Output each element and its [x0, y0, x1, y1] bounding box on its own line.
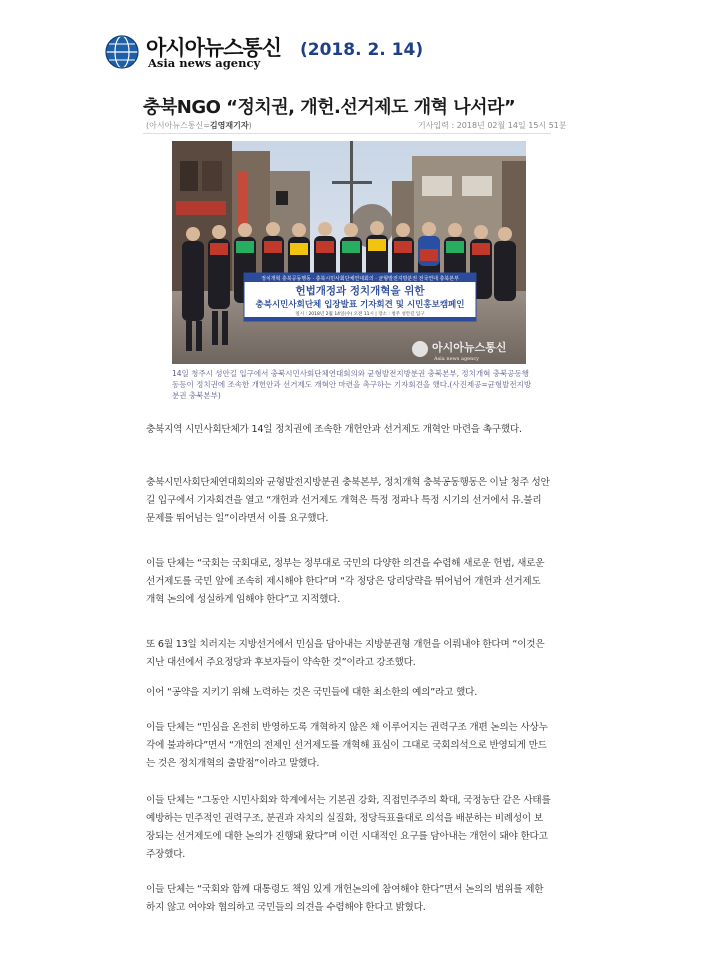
publication-date: (2018. 2. 14)	[300, 40, 424, 60]
banner-line-1: 헌법개정과 정치개혁을 위한	[295, 285, 425, 297]
watermark-english: Asia news agency	[434, 356, 479, 362]
byline-close: )	[248, 121, 252, 130]
article-headline: 충북NGO “정치권, 개헌.선거제도 개혁 나서라”	[143, 97, 516, 118]
article-photo	[172, 141, 526, 364]
paragraph: 충북시민사회단체연대회의와 균형발전지방분권 충북본부, 정치개혁 충북공동행동은 이날 청주 성안길 입구에서 기자회견을 열고 “개헌과 선거제도 개혁은 특정 정파나 특정 시기의 선거에서 유.불리 문제를 뛰어넘는 일”이라면서 이를 요구했다.	[146, 477, 550, 524]
banner-line-2: 충북시민사회단체 입장발표 기자회견 및 시민홍보캠페인	[255, 300, 465, 310]
banner-small-text: 일시 : 2018년 2월 14일(수) 오전 11시 | 장소 : 청주 성안길 입구	[295, 312, 425, 317]
paragraph: 이들 단체는 “국회와 함께 대통령도 책임 있게 개헌논의에 참여해야 한다”면서 논의의 범위를 제한하지 않고 여야와 협의하고 국민들의 의견을 수렴해야 한다고 밝혔다.	[146, 884, 544, 913]
masthead	[104, 30, 424, 78]
photo-caption: 14일 청주시 성안길 입구에서 충북시민사회단체연대회의와 균형발전지방분권 충북본부, 정치개혁 충북공동행동등이 정치권에 조속한 개헌안과 선거제도 개혁안 마련을 촉구하는 기자회견을 했다.(사진제공=균형발전지방분권 충북본부)	[172, 369, 532, 400]
paragraph: 이들 단체는 “민심을 온전히 반영하도록 개혁하지 않은 채 이루어지는 권력구조 개편 논의는 사상누각에 불과하다”면서 “개헌의 전제인 선거제도를 개혁해 표심이 그대로 국회의석으로 반영되게 만드는 것은 정치개혁의 출발점”이라고 말했다.	[146, 722, 548, 769]
watermark-korean: 아시아뉴스통신	[432, 341, 507, 354]
byline-reporter: 김영재기자	[209, 121, 249, 130]
logo-english: Asia news agency	[148, 56, 261, 70]
paragraph: 충북지역 시민사회단체가 14일 정치권에 조속한 개헌안과 선거제도 개혁안 마련을 촉구했다.	[146, 424, 522, 435]
logo-korean: 아시아뉴스통신	[146, 36, 282, 60]
paragraph: 이들 단체는 “국회는 국회대로, 정부는 정부대로 국민의 다양한 의견을 수렴해 새로운 헌법, 새로운 선거제도를 국민 앞에 조속히 제시해야 한다”며 “각 정당은 당리당략을 뛰어넘어 개헌과 선거제도 개혁 논의에 성실하게 임해야 한다”고 지적했다.	[146, 558, 545, 605]
paragraph: 이들 단체는 “그동안 시민사회와 학계에서는 기본권 강화, 직접민주주의 확대, 국정농단 같은 사태를 예방하는 민주적인 권력구조, 분권과 자치의 실질화, 정당득표율대로 의석을 배분하는 비례성이 보장되는 선거제도에 대한 논의가 진행돼 왔다”며 이런 시대적인 요구를 담아내는 개헌이 돼야 한다고 주장했다.	[146, 795, 551, 860]
byline	[146, 120, 252, 131]
watermark-globe-icon	[412, 341, 428, 357]
banner-top-text: 정치개혁 충북공동행동 · 충북시민사회단체연대회의 · 균형발전지방분권 전국연대 충북본부	[261, 276, 459, 282]
paragraph: 또 6월 13일 치러지는 지방선거에서 민심을 담아내는 지방분권형 개헌을 이뤄내야 한다며 “이것은 지난 대선에서 주요정당과 후보자들이 약속한 것”이라고 강조했다.	[146, 639, 545, 668]
divider	[143, 133, 551, 134]
globe-logo-icon	[104, 34, 140, 70]
byline-outlet: (아시아뉴스통신=	[146, 121, 210, 130]
paragraph: 이어 “공약을 지키기 위해 노력하는 것은 국민들에 대한 최소한의 예의”라고 했다.	[146, 687, 478, 698]
published-time: 기사입력 : 2018년 02월 14일 15시 51분	[418, 121, 567, 130]
